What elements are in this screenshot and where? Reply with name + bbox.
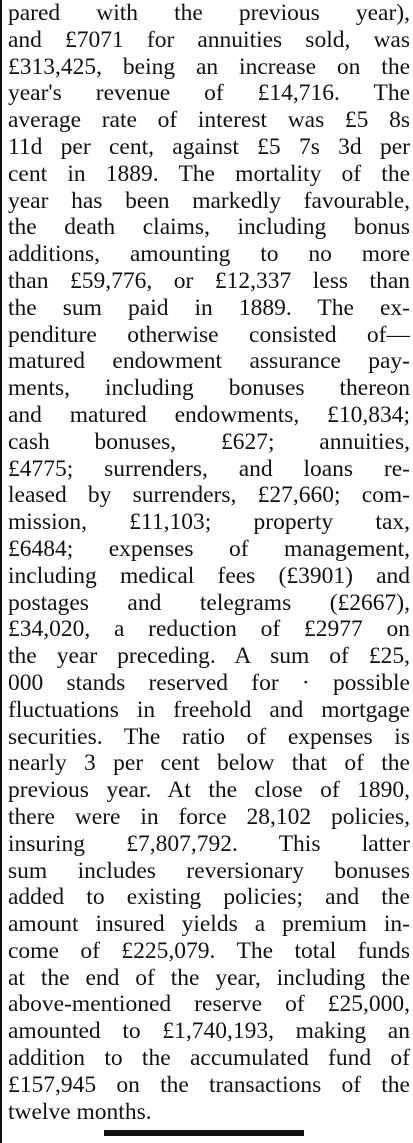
- text-line: £157,945 on the transactions of the: [8, 1071, 410, 1098]
- text-line: previous year. At the close of 1890,: [8, 777, 410, 804]
- text-line: £313,425, being an increase on the: [8, 53, 410, 80]
- text-line: sum includes reversionary bonuses: [8, 857, 410, 884]
- text-line: £4775; surrenders, and loans re-: [8, 455, 410, 482]
- text-line: there were in force 28,102 policies,: [8, 803, 410, 830]
- article-body: [8, 0, 410, 1125]
- text-line: amounted to £1,740,193, making an: [8, 1018, 410, 1045]
- text-line: average rate of interest was £5 8s: [8, 107, 410, 134]
- text-line: 000 stands reserved for · possible: [8, 669, 410, 696]
- text-line: 11d per cent, against £5 7s 3d per: [8, 133, 410, 160]
- text-line: the sum paid in 1889. The ex-: [8, 294, 410, 321]
- text-line: the year preceding. A sum of £25,: [8, 643, 410, 670]
- text-line: year has been markedly favourable,: [8, 187, 410, 214]
- text-line: including medical fees (£3901) and: [8, 562, 410, 589]
- text-line: matured endowment assurance pay-: [8, 348, 410, 375]
- text-line: securities. The ratio of expenses is: [8, 723, 410, 750]
- text-line: than £59,776, or £12,337 less than: [8, 267, 410, 294]
- text-line: nearly 3 per cent below that of the: [8, 750, 410, 777]
- text-line: amount insured yields a premium in-: [8, 911, 410, 938]
- text-line: addition to the accumulated fund of: [8, 1045, 410, 1072]
- text-line: above-mentioned reserve of £25,000,: [8, 991, 410, 1018]
- text-line: cent in 1889. The mortality of the: [8, 160, 410, 187]
- text-line: and matured endowments, £10,834;: [8, 401, 410, 428]
- section-divider: [104, 1130, 304, 1136]
- text-line: £34,020, a reduction of £2977 on: [8, 616, 410, 643]
- text-line: come of £225,079. The total funds: [8, 937, 410, 964]
- text-line: year's revenue of £14,716. The: [8, 80, 410, 107]
- text-line: £6484; expenses of management,: [8, 535, 410, 562]
- text-line: and £7071 for annuities sold, was: [8, 26, 410, 53]
- text-line: fluctuations in freehold and mortgage: [8, 696, 410, 723]
- text-line: insuring £7,807,792. This latter: [8, 830, 410, 857]
- text-line: at the end of the year, including the: [8, 964, 410, 991]
- text-line: leased by surrenders, £27,660; com-: [8, 482, 410, 509]
- text-line: pared with the previous year),: [8, 0, 410, 26]
- text-line: penditure otherwise consisted of—: [8, 321, 410, 348]
- text-line: postages and telegrams (£2667),: [8, 589, 410, 616]
- text-line: ments, including bonuses thereon: [8, 375, 410, 402]
- text-line: added to existing policies; and the: [8, 884, 410, 911]
- text-line: twelve months.: [8, 1098, 152, 1125]
- text-line: additions, amounting to no more: [8, 241, 410, 268]
- text-line: cash bonuses, £627; annuities,: [8, 428, 410, 455]
- text-line: the death claims, including bonus: [8, 214, 410, 241]
- text-line: mission, £11,103; property tax,: [8, 509, 410, 536]
